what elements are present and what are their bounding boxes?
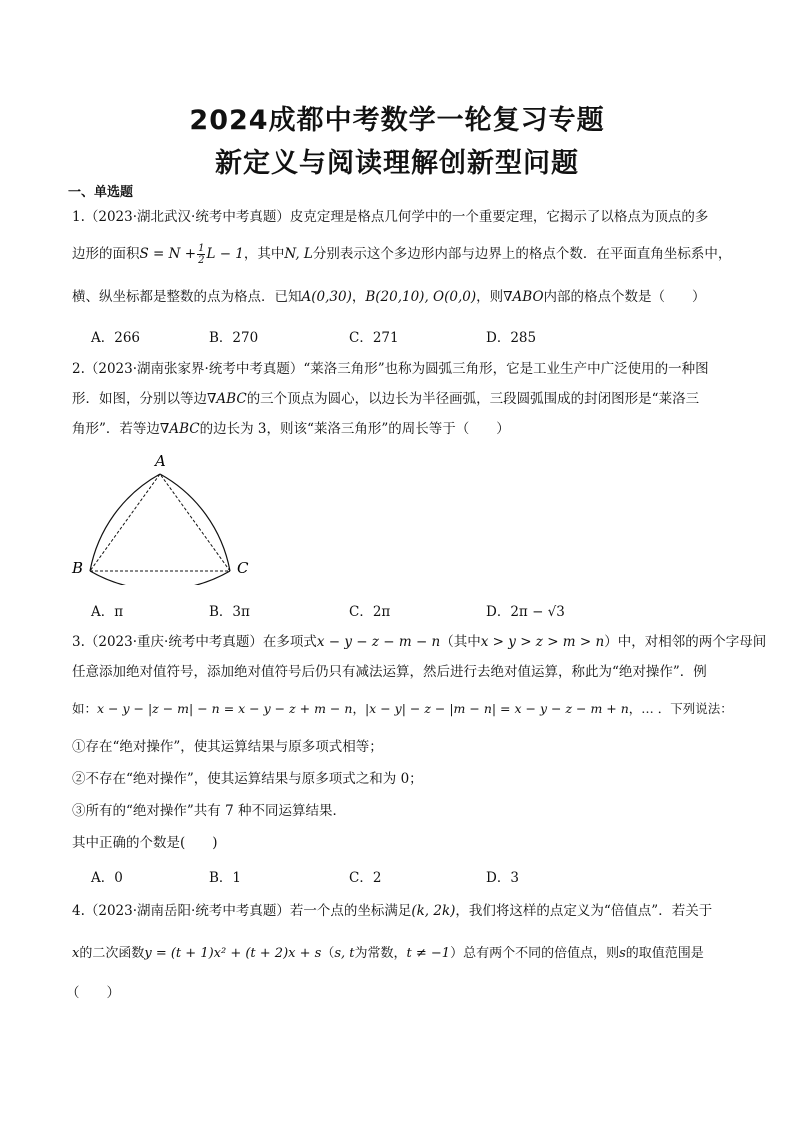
q3-option-a: A．0 [91, 870, 123, 886]
q1-option-a: A．266 [91, 330, 141, 346]
point-a: A(0,30) [301, 289, 352, 305]
q3-statement-3: ③所有的“绝对操作”共有 7 种不同运算结果． [72, 803, 346, 819]
coordinate: (k, 2k) [411, 903, 456, 919]
q3-statement-2: ②不存在“绝对操作”，使其运算结果与原多项式之和为 0； [72, 771, 423, 787]
q1-line-1: 1.（2023·湖北武汉·统考中考真题）皮克定理是格点几何学中的一个重要定理，它揭示了以格点为顶点的多 [72, 209, 709, 225]
q1-text: 横、纵坐标都是整数的点为格点．已知 [72, 289, 302, 305]
q2-option-a: A．π [91, 604, 124, 620]
q3-option-c: C．2 [349, 870, 382, 886]
q1-option-c: C．271 [349, 330, 399, 346]
q1-text: 边形的面积 [72, 246, 140, 262]
q3-line-3 [72, 699, 732, 719]
title-line-1: 2024成都中考数学一轮复习专题 [189, 105, 605, 136]
var-x: x [72, 946, 80, 961]
example-1: x − y − |z − m| − n = x − y − z + m − n [97, 701, 353, 716]
q1-line-3 [72, 287, 732, 307]
polynomial: x − y − z − m − n [316, 634, 441, 650]
q4-line-1 [72, 901, 732, 921]
q4-text: 的二次函数 [79, 946, 145, 961]
q2-option-c: C．2π [349, 604, 391, 620]
q2-text: 的三个顶点为圆心，以边长为半径画弧，三段圆弧围成的封闭图形是“莱洛三 [246, 391, 700, 407]
example-2: |x − y| − z − |m − n| = x − y − z − m + n [364, 701, 629, 716]
q4-text: ，我们将这样的点定义为“倍值点”．若关于 [455, 903, 713, 919]
formula-left: S = N + [139, 246, 197, 262]
q4-text: ）总有两个不同的倍值点，则 [450, 946, 620, 961]
triangle-abo: ∇ABO [503, 289, 544, 305]
q4-line-2 [72, 944, 732, 964]
q3-line-2: 任意添加绝对值符号，添加绝对值符号后仍只有减法运算，然后进行去绝对值运算，称此为“绝对操作”．例 [72, 664, 707, 680]
reuleaux-triangle-figure [60, 445, 270, 585]
q2-option-d: D．2π − √3 [486, 604, 565, 620]
t-condition: t ≠ −1 [406, 946, 451, 961]
q2-option-b: B．3π [209, 604, 250, 620]
q3-option-b: B．1 [209, 870, 242, 886]
q2-text: 角形”．若等边 [72, 421, 160, 437]
dashed-triangle [90, 474, 230, 571]
q1-text: 分别表示这个多边形内部与边界上的格点个数．在平面直角坐标系中， [312, 246, 732, 262]
triangle-abc: ∇ABC [159, 421, 200, 437]
q3-text: ）中，对相邻的两个字母间 [604, 634, 767, 650]
q3-text: 如： [72, 701, 98, 716]
q3-text: （其中 [440, 634, 481, 650]
order-condition: x > y > z > m > n [480, 634, 605, 650]
q3-text: 3.（2023·重庆·统考中考真题）在多项式 [72, 634, 317, 650]
q1-text: ，其中 [243, 246, 285, 262]
arc-bc [90, 571, 230, 585]
q4-text: （ [321, 946, 335, 961]
q1-line-2 [72, 243, 732, 266]
q1-text: ， [351, 289, 366, 305]
label-c: C [237, 559, 249, 577]
q1-option-d: D．285 [486, 330, 537, 346]
q3-question: 其中正确的个数是( ) [72, 835, 218, 851]
const-st: s, t [334, 946, 355, 961]
label-b: B [72, 559, 84, 577]
q3-option-d: D．3 [486, 870, 519, 886]
q3-text: ， [352, 701, 365, 716]
fraction [197, 243, 205, 266]
q2-text: 形．如图，分别以等边 [72, 391, 207, 407]
q3-text: ，… ．下列说法： [628, 701, 733, 716]
point-b-o: B(20,10), O(0,0) [365, 289, 477, 305]
title-line-2: 新定义与阅读理解创新型问题 [215, 148, 579, 179]
fraction-numerator: 1 [198, 243, 205, 254]
label-a: A [155, 452, 166, 470]
triangle-abc: ∇ABC [207, 391, 247, 407]
q4-line-3: （ ） [66, 985, 120, 1001]
q4-text: 4.（2023·湖南岳阳·统考中考真题）若一个点的坐标满足 [72, 903, 412, 919]
q1-text: 内部的格点个数是（ ） [543, 289, 706, 305]
fraction-denominator: 2 [198, 255, 205, 266]
var-s: s [619, 946, 626, 961]
q2-line-2 [72, 389, 732, 409]
q3-statement-1: ①存在“绝对操作”，使其运算结果与原多项式相等； [72, 739, 383, 755]
q4-text: 的取值范围是 [625, 946, 704, 961]
q2-line-1: 2.（2023·湖南张家界·统考中考真题）“莱洛三角形”也称为圆弧三角形，它是工业生产中广泛使用的一种图 [72, 361, 709, 377]
pick-formula [139, 243, 244, 266]
q2-text: 的边长为 3，则该“莱洛三角形”的周长等于（ ） [199, 421, 510, 437]
q1-vars: N, L [284, 246, 313, 262]
q1-option-b: B．270 [209, 330, 259, 346]
section-heading: 一、单选题 [68, 185, 134, 200]
q2-line-3 [72, 419, 732, 439]
q1-text: ，则 [476, 289, 504, 305]
q4-text: 为常数， [354, 946, 407, 961]
formula-right: L − 1 [206, 246, 244, 262]
quadratic-function: y = (t + 1)x² + (t + 2)x + s [144, 946, 322, 961]
q3-line-1 [72, 632, 767, 652]
